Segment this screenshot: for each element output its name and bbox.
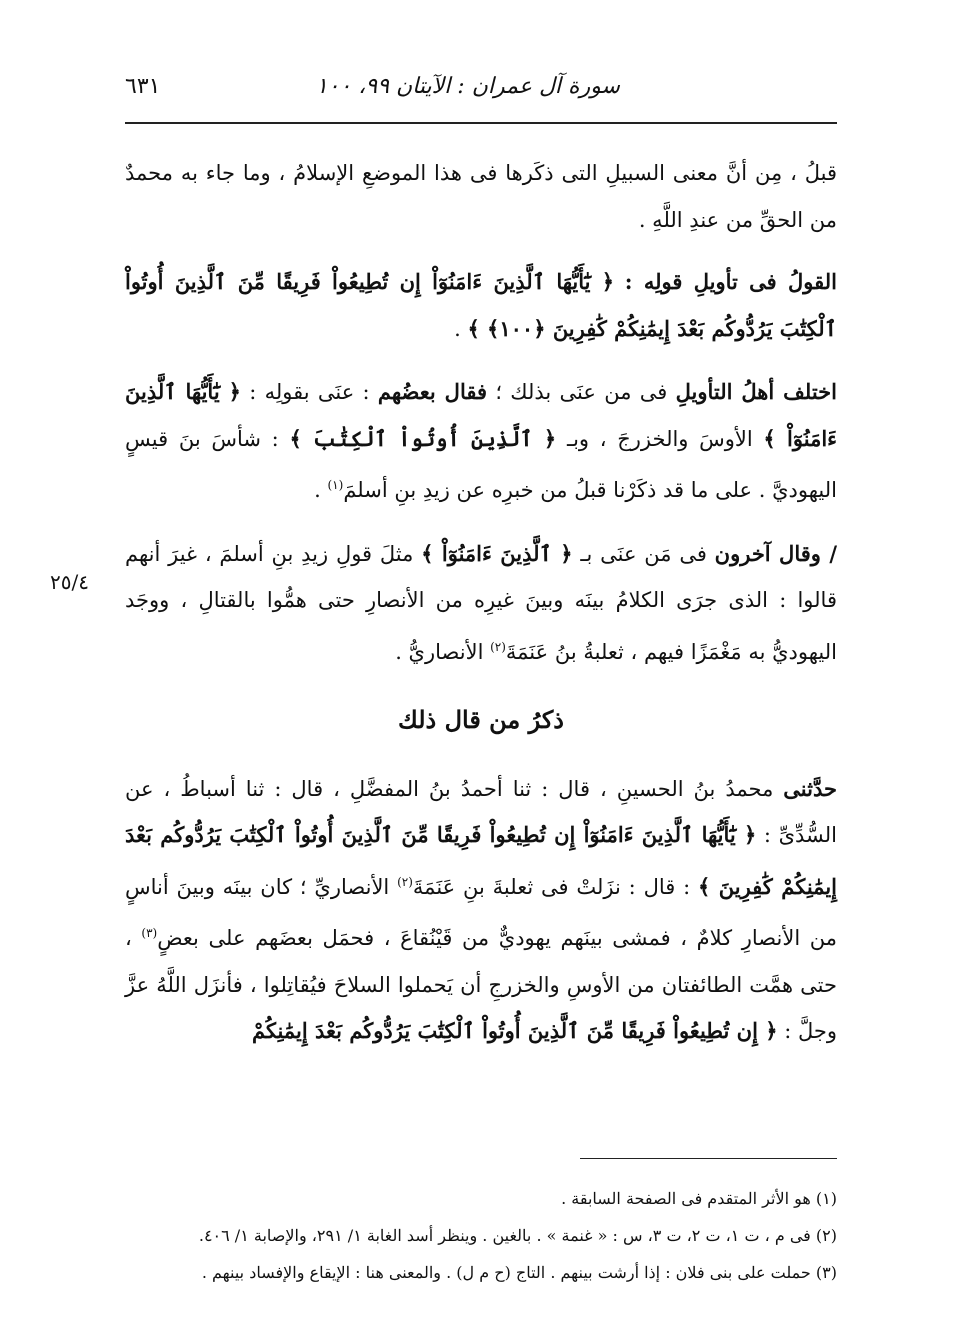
paragraph-4-text-b: مثلَ قولِ زيدِ بنِ أسلمَ ، غيرَ أنهم قالوا : الذى جرَى الكلامُ بينَه وبينَ غيرِه من الأنصارِ حتى همُّوا بالقتالِ ، ووجَد اليهوديُّ به مَغْمَزًا فيهم ، ثعلبةُ بنُ عَنَمَةَ xyxy=(125,541,837,664)
section-heading: ذكرُ من قال ذلك xyxy=(398,705,564,734)
hadith-text-c: الأنصاريِّ ؛ كان بينَه وبينَ أناسٍ من الأنصارِ كلامٌ ، فمشى بينَهم يهوديٌّ من قَيْنُقاعَ ، فحمَل بعضَهم على بعضٍ xyxy=(125,874,837,950)
quran-phrase-2: ﴿ ٱلَّذِينَ أُوتُواْ ٱلْكِتَٰبَ ﴾ xyxy=(289,425,557,451)
footnote-3: (٣) حملت على بنى فلان : إذا أرشت بينهم . التاج (ح م ل) . والمعنى هنا : الإيقاع والإفساد بينهم . xyxy=(201,1263,837,1282)
quran-phrase-1: ﴿ يَٰٓأَيُّهَا ٱلَّذِينَ ءَامَنُوٓاْ ﴾ xyxy=(125,379,838,451)
paragraph-3-bold: فقال بعضُهم xyxy=(377,379,488,404)
running-header xyxy=(125,74,835,110)
footnote-rule xyxy=(580,1158,837,1159)
footnote-marker-1: (١) xyxy=(327,478,344,492)
footnote-marker-3: (٣) xyxy=(141,926,158,940)
quran-phrase-3: ﴿ ٱلَّذِينَ ءَامَنُوٓاْ ﴾ xyxy=(421,540,573,566)
paragraph-4 xyxy=(125,531,837,676)
footnote-1: (١) هو الأثر المتقدم فى الصفحة السابقة . xyxy=(561,1189,837,1208)
footnote-marker-2: (٢) xyxy=(490,639,506,654)
header-rule xyxy=(125,122,837,124)
hadith-text-d: ، حتى همَّت الطائفتان من الأوسِ والخزرجِ أن يَحملوا السلاحَ فيُقاتِلوا ، فأنزَل اللَّهُ عزَّ وجلَّ : xyxy=(125,926,837,1043)
footnote-marker-2b: (٢) xyxy=(397,874,413,889)
hadith-paragraph xyxy=(125,766,837,1055)
margin-reference: ٢٥/٤ xyxy=(50,570,89,594)
hadith-quran-2: ﴿ إِن تُطِيعُواْ فَرِيقًا مِّنَ ٱلَّذِينَ أُوتُواْ ٱلْكِتَٰبَ يَرُدُّوكُم بَعْدَ إِيمَٰنِكُمْ xyxy=(251,1018,778,1043)
paragraph-1: قبلُ ، مِن أنَّ معنى السبيلِ التى ذكَرها فى هذا الموضعِ الإسلامُ ، وما جاء به محمدٌ من الحقِّ من عندِ اللَّهِ . xyxy=(125,161,837,232)
hadith-text-b: : قال : نزَلتْ فى ثعلبةَ بنِ عَنَمَةَ xyxy=(412,874,698,899)
paragraph-2-lead: القولُ فى تأويلِ قولِه : xyxy=(624,269,837,294)
paragraph-2 xyxy=(125,259,837,352)
hadith-lead: حدَّثنى xyxy=(783,775,837,801)
header-title: سورة آل عمران : الآيتان ٩٩، ١٠٠ xyxy=(315,74,620,99)
paragraph-3 xyxy=(125,369,837,514)
quran-verse: ﴿ يَٰٓأَيُّهَا ٱلَّذِينَ ءَامَنُوٓاْ إِن تُطِيعُواْ فَرِيقًا مِّنَ ٱلَّذِينَ أُوتُواْ ٱلْكِتَٰبَ يَرُدُّوكُم بَعْدَ إِيمَٰنِكُمْ كَٰفِرِينَ ﴿١٠٠﴾ ﴾ xyxy=(125,269,837,341)
paragraph-3-text-d: الأوسَ والخزرجَ ، وبـ xyxy=(556,426,764,451)
paragraph-3-lead: اختلف أهلُ التأويلِ xyxy=(675,379,837,404)
paragraph-3-text-c: : عنَى بقولِه : xyxy=(240,380,378,404)
paragraph-4-text-a: فى مَن عنَى بـ xyxy=(572,541,715,566)
paragraph-4-end: الأنصاريُّ . xyxy=(395,639,491,664)
paragraph-4-lead: / وقال آخرون xyxy=(714,540,837,566)
footnote-2: (٢) فى م ، ت ١، ت ٢، ت ٣، س : « غنمة » . بالغين . وينظر أسد الغابة ١/ ٢٩١، والإصابة ١/ ٤٠٦. xyxy=(198,1226,837,1245)
hadith-quran-1: ﴿ يَٰٓأَيُّهَا ٱلَّذِينَ ءَامَنُوٓاْ إِن تُطِيعُواْ فَرِيقًا مِّنَ ٱلَّذِينَ أُوتُواْ ٱلْكِتَٰبَ يَرُدُّوكُم بَعْدَ إِيمَٰنِكُمْ كَٰفِرِينَ ﴾ xyxy=(125,822,837,899)
paragraph-3-text-e: : شأسَ بنَ قيسٍ اليهوديَّ . على ما قد ذكَرْنا قبلُ من خبرِه عن زيدِ بنِ أسلمَ xyxy=(125,426,837,502)
main-text xyxy=(125,150,837,1072)
footnotes xyxy=(125,1180,837,1291)
paragraph-2-end: . xyxy=(454,316,468,341)
paragraph-3-end: . xyxy=(314,478,328,502)
page-number: ٦٣١ xyxy=(125,74,161,99)
paragraph-3-text-a: فى من عنَى بذلك ؛ xyxy=(487,380,676,404)
hadith-text-a: محمدُ بنُ الحسينِ ، قال : ثنا أحمدُ بنُ المفضَّلِ ، قال : ثنا أسباطُ ، عن السُّدِّىِّ : xyxy=(125,776,838,847)
